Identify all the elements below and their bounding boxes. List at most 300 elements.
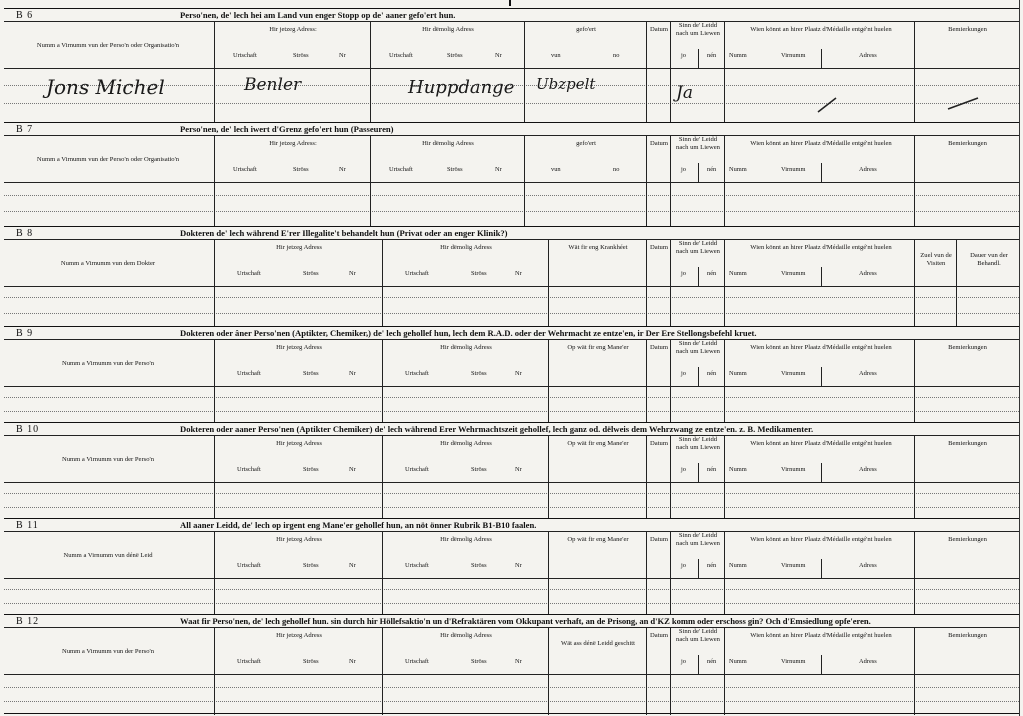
medal-divider bbox=[821, 655, 822, 674]
column-line bbox=[524, 181, 525, 227]
entry-rows bbox=[4, 285, 1019, 327]
current-address-label: Hir jetzeg Adress: bbox=[269, 26, 317, 33]
entry-rows bbox=[4, 577, 1019, 615]
column-line bbox=[646, 577, 647, 615]
no-label: nén bbox=[707, 658, 717, 665]
former-address-label: Hir dëmolig Adress bbox=[440, 344, 492, 351]
medal-label: Wien könnt an hirer Plaatz d'Médaille entgé'nt huelen bbox=[750, 26, 892, 33]
section-b10 bbox=[4, 422, 1019, 518]
alive-cell bbox=[670, 136, 724, 182]
section-header-row bbox=[4, 627, 1019, 675]
medal-name-label: Numm bbox=[729, 562, 747, 569]
section-header-row bbox=[4, 239, 1019, 287]
number-label: Nr bbox=[515, 658, 522, 665]
column-line bbox=[724, 481, 725, 519]
street-label: Ströss bbox=[471, 270, 487, 277]
current-address-label: Hir jetzeg Adress bbox=[276, 344, 322, 351]
former-address-cell bbox=[382, 340, 548, 386]
section-code: B 6 bbox=[16, 10, 34, 21]
current-address-cell bbox=[214, 136, 370, 182]
alive-cell bbox=[670, 240, 724, 286]
medal-firstname-label: Virnumm bbox=[781, 52, 806, 59]
section-title: Dokteren de' lech während E'rer Illegalite't behandelt hun (Privat oder an enger Klinik?) bbox=[180, 228, 508, 238]
medal-cell bbox=[724, 240, 914, 286]
medal-firstname-label: Virnumm bbox=[781, 562, 806, 569]
number-label: Nr bbox=[349, 658, 356, 665]
medal-name-label: Numm bbox=[729, 270, 747, 277]
transported-label: gefo'ert bbox=[576, 140, 596, 147]
column-line bbox=[646, 285, 647, 327]
current-address-cell bbox=[214, 436, 382, 482]
transported-cell bbox=[524, 22, 646, 68]
column-line bbox=[548, 285, 549, 327]
how-cell bbox=[548, 436, 646, 482]
entry-line bbox=[4, 589, 1019, 590]
column-line bbox=[670, 577, 671, 615]
town-label: Urtschaft bbox=[233, 166, 257, 173]
column-line bbox=[914, 181, 915, 227]
entry-line bbox=[4, 687, 1019, 688]
from-label: vun bbox=[551, 52, 561, 59]
remarks-cell bbox=[914, 436, 1019, 482]
no-label: nén bbox=[707, 466, 717, 473]
entry-line bbox=[4, 493, 1019, 494]
how-label: Op wät fir eng Mane'er bbox=[567, 536, 629, 543]
street-label: Ströss bbox=[447, 52, 463, 59]
column-line bbox=[214, 385, 215, 423]
alive-label: Sinn de' Leidd nach um Liewen bbox=[676, 436, 720, 451]
alive-label: Sinn de' Leidd nach um Liewen bbox=[676, 628, 720, 643]
medal-address-label: Adress bbox=[859, 658, 877, 665]
column-line bbox=[914, 285, 915, 327]
form-page bbox=[4, 2, 1019, 714]
former-address-label: Hir dëmolig Adress bbox=[440, 536, 492, 543]
current-address-cell bbox=[214, 628, 382, 674]
column-line bbox=[548, 385, 549, 423]
handwritten-from: Ubzpelt bbox=[536, 75, 596, 93]
column-line bbox=[956, 285, 957, 327]
number-label: Nr bbox=[339, 52, 346, 59]
entry-rows bbox=[4, 67, 1019, 123]
column-line bbox=[214, 181, 215, 227]
date-cell bbox=[646, 22, 670, 68]
medal-address-label: Adress bbox=[859, 466, 877, 473]
column-line bbox=[646, 385, 647, 423]
column-line bbox=[670, 481, 671, 519]
no-label: nén bbox=[707, 166, 717, 173]
name-column-label: Numm a Virnumm vun der Perso'n bbox=[61, 360, 155, 367]
handwritten-slash-mark bbox=[814, 95, 844, 115]
street-label: Ströss bbox=[303, 562, 319, 569]
medal-cell bbox=[724, 340, 914, 386]
medal-firstname-label: Virnumm bbox=[781, 466, 806, 473]
duration-label: Dauer vun der Behandl. bbox=[970, 252, 1008, 267]
column-line bbox=[382, 673, 383, 715]
yes-no-divider bbox=[698, 655, 699, 674]
section-code: B 12 bbox=[16, 616, 40, 627]
town-label: Urtschaft bbox=[405, 370, 429, 377]
date-label: Datum bbox=[650, 140, 668, 147]
column-line bbox=[382, 481, 383, 519]
entry-line bbox=[4, 397, 1019, 398]
column-line bbox=[724, 673, 725, 715]
street-label: Ströss bbox=[471, 658, 487, 665]
alive-label: Sinn de' Leidd nach um Liewen bbox=[676, 136, 720, 151]
column-line bbox=[724, 577, 725, 615]
current-address-cell bbox=[214, 22, 370, 68]
alive-label: Sinn de' Leidd nach um Liewen bbox=[676, 240, 720, 255]
remarks-label: Bemierkungen bbox=[948, 536, 987, 543]
alive-cell bbox=[670, 22, 724, 68]
section-header-row bbox=[4, 339, 1019, 387]
yes-label: jo bbox=[681, 166, 686, 173]
column-line bbox=[214, 673, 215, 715]
visits-label: Zuel vun de Visiten bbox=[920, 252, 952, 267]
former-address-cell bbox=[382, 628, 548, 674]
duration-cell bbox=[956, 240, 1019, 286]
section-title: Perso'nen, de' lech hei am Land vun enger Stopp op de' aaner gefo'ert hun. bbox=[180, 10, 456, 20]
number-label: Nr bbox=[349, 562, 356, 569]
column-line bbox=[548, 481, 549, 519]
medal-address-label: Adress bbox=[859, 370, 877, 377]
entry-line bbox=[4, 701, 1019, 702]
column-line bbox=[548, 673, 549, 715]
illness-cell bbox=[548, 240, 646, 286]
medal-firstname-label: Virnumm bbox=[781, 370, 806, 377]
street-label: Ströss bbox=[293, 166, 309, 173]
column-line bbox=[214, 67, 215, 123]
date-label: Datum bbox=[650, 536, 668, 543]
medal-divider bbox=[821, 49, 822, 68]
remarks-cell bbox=[914, 628, 1019, 674]
section-code: B 8 bbox=[16, 228, 34, 239]
current-address-label: Hir jetzeg Adress bbox=[276, 440, 322, 447]
medal-divider bbox=[821, 163, 822, 182]
town-label: Urtschaft bbox=[237, 562, 261, 569]
right-page-edge bbox=[1019, 0, 1020, 716]
medal-name-label: Numm bbox=[729, 52, 747, 59]
alive-cell bbox=[670, 436, 724, 482]
illness-label: Wät fir eng Krankhéet bbox=[568, 244, 628, 251]
entry-line bbox=[4, 507, 1019, 508]
remarks-label: Bemierkungen bbox=[948, 440, 987, 447]
column-line bbox=[382, 285, 383, 327]
handwritten-name: Jons Michel bbox=[46, 75, 165, 99]
medal-label: Wien könnt an hirer Plaatz d'Médaille entgé'nt huelen bbox=[750, 440, 892, 447]
town-label: Urtschaft bbox=[405, 658, 429, 665]
name-column-label: Numm a Virnumm vun der Perso'n oder Organisatio'n bbox=[36, 42, 180, 49]
number-label: Nr bbox=[515, 370, 522, 377]
town-label: Urtschaft bbox=[237, 466, 261, 473]
former-address-cell bbox=[370, 22, 524, 68]
visits-cell bbox=[914, 240, 956, 286]
number-label: Nr bbox=[515, 466, 522, 473]
current-address-label: Hir jetzeg Adress bbox=[276, 632, 322, 639]
section-title: Dokteren oder aaner Perso'nen (Aptikter Chemiker) de' lech während Erer Wehrmachtszeit gehollef, lech ganz od. dëlweis dem Wehrzwang ze entze'en. z. B. Medikamenter. bbox=[180, 424, 814, 434]
name-column-label: Numm a Virnumm vun dénë Leid bbox=[63, 552, 153, 559]
no-label: nén bbox=[707, 52, 717, 59]
remarks-cell bbox=[914, 340, 1019, 386]
street-label: Ströss bbox=[471, 370, 487, 377]
handwritten-alive: Ja bbox=[676, 83, 693, 103]
current-address-label: Hir jetzeg Adress bbox=[276, 536, 322, 543]
current-address-cell bbox=[214, 532, 382, 578]
town-label: Urtschaft bbox=[237, 370, 261, 377]
remarks-label: Bemierkungen bbox=[948, 344, 987, 351]
number-label: Nr bbox=[515, 562, 522, 569]
street-label: Ströss bbox=[293, 52, 309, 59]
transported-label: gefo'ert bbox=[576, 26, 596, 33]
street-label: Ströss bbox=[471, 466, 487, 473]
name-column-label: Numm a Virnumm vun dem Dokter bbox=[60, 260, 156, 267]
alive-label: Sinn de' Leidd nach um Liewen bbox=[676, 22, 720, 37]
former-address-label: Hir dëmolig Adress bbox=[440, 632, 492, 639]
current-address-cell bbox=[214, 240, 382, 286]
from-label: vun bbox=[551, 166, 561, 173]
alive-label: Sinn de' Leidd nach um Liewen bbox=[676, 340, 720, 355]
former-address-label: Hir dëmolig Adress bbox=[422, 26, 474, 33]
section-header-row bbox=[4, 135, 1019, 183]
number-label: Nr bbox=[349, 270, 356, 277]
town-label: Urtschaft bbox=[405, 562, 429, 569]
what-happened-label: Wät ass dénë Leidd geschitt bbox=[561, 640, 635, 647]
town-label: Urtschaft bbox=[405, 270, 429, 277]
column-line bbox=[646, 181, 647, 227]
number-label: Nr bbox=[495, 166, 502, 173]
to-label: no bbox=[613, 166, 620, 173]
yes-label: jo bbox=[681, 370, 686, 377]
section-b8 bbox=[4, 226, 1019, 326]
current-address-label: Hir jetzeg Adress bbox=[276, 244, 322, 251]
section-code: B 10 bbox=[16, 424, 40, 435]
no-label: nén bbox=[707, 370, 717, 377]
street-label: Ströss bbox=[303, 370, 319, 377]
section-b9 bbox=[4, 326, 1019, 422]
former-address-cell bbox=[382, 436, 548, 482]
column-line bbox=[670, 673, 671, 715]
entry-rows bbox=[4, 481, 1019, 519]
former-address-cell bbox=[382, 532, 548, 578]
current-address-label: Hir jetzeg Adress: bbox=[269, 140, 317, 147]
former-address-cell bbox=[370, 136, 524, 182]
date-cell bbox=[646, 240, 670, 286]
date-label: Datum bbox=[650, 244, 668, 251]
column-line bbox=[914, 673, 915, 715]
yes-label: jo bbox=[681, 658, 686, 665]
yes-no-divider bbox=[698, 463, 699, 482]
alive-cell bbox=[670, 340, 724, 386]
number-label: Nr bbox=[349, 466, 356, 473]
medal-divider bbox=[821, 559, 822, 578]
street-label: Ströss bbox=[303, 658, 319, 665]
yes-no-divider bbox=[698, 367, 699, 386]
column-line bbox=[670, 181, 671, 227]
no-label: nén bbox=[707, 562, 717, 569]
medal-cell bbox=[724, 628, 914, 674]
medal-name-label: Numm bbox=[729, 370, 747, 377]
yes-no-divider bbox=[698, 267, 699, 286]
medal-divider bbox=[821, 267, 822, 286]
column-line bbox=[724, 181, 725, 227]
remarks-label: Bemierkungen bbox=[948, 140, 987, 147]
section-b12 bbox=[4, 614, 1019, 714]
entry-line bbox=[4, 411, 1019, 412]
how-cell bbox=[548, 340, 646, 386]
entry-line bbox=[4, 195, 1019, 196]
column-line bbox=[724, 67, 725, 123]
date-label: Datum bbox=[650, 26, 668, 33]
yes-label: jo bbox=[681, 52, 686, 59]
street-label: Ströss bbox=[303, 466, 319, 473]
town-label: Urtschaft bbox=[389, 52, 413, 59]
entry-rows bbox=[4, 181, 1019, 227]
medal-label: Wien könnt an hirer Plaatz d'Médaille entgé'nt huelen bbox=[750, 244, 892, 251]
column-line bbox=[382, 577, 383, 615]
medal-name-label: Numm bbox=[729, 466, 747, 473]
handwritten-former-town: Huppdange bbox=[408, 77, 515, 98]
alive-cell bbox=[670, 628, 724, 674]
alive-label: Sinn de' Leidd nach um Liewen bbox=[676, 532, 720, 547]
date-cell bbox=[646, 436, 670, 482]
date-label: Datum bbox=[650, 632, 668, 639]
medal-divider bbox=[821, 367, 822, 386]
remarks-cell bbox=[914, 136, 1019, 182]
medal-label: Wien könnt an hirer Plaatz d'Médaille entgé'nt huelen bbox=[750, 632, 892, 639]
how-label: Op wät fir eng Mane'er bbox=[567, 344, 629, 351]
street-label: Ströss bbox=[471, 562, 487, 569]
section-header-row bbox=[4, 21, 1019, 69]
column-line bbox=[646, 481, 647, 519]
yes-label: jo bbox=[681, 466, 686, 473]
medal-label: Wien könnt an hirer Plaatz d'Médaille entgé'nt huelen bbox=[750, 536, 892, 543]
remarks-cell bbox=[914, 532, 1019, 578]
number-label: Nr bbox=[349, 370, 356, 377]
column-line bbox=[670, 67, 671, 123]
yes-no-divider bbox=[698, 49, 699, 68]
yes-label: jo bbox=[681, 562, 686, 569]
date-label: Datum bbox=[650, 344, 668, 351]
town-label: Urtschaft bbox=[237, 270, 261, 277]
number-label: Nr bbox=[515, 270, 522, 277]
medal-cell bbox=[724, 136, 914, 182]
what-happened-cell bbox=[548, 628, 646, 674]
column-line bbox=[214, 481, 215, 519]
how-cell bbox=[548, 532, 646, 578]
section-b11 bbox=[4, 518, 1019, 614]
medal-cell bbox=[724, 532, 914, 578]
medal-firstname-label: Virnumm bbox=[781, 658, 806, 665]
section-b7 bbox=[4, 122, 1019, 226]
yes-no-divider bbox=[698, 163, 699, 182]
date-label: Datum bbox=[650, 440, 668, 447]
town-label: Urtschaft bbox=[233, 52, 257, 59]
date-cell bbox=[646, 532, 670, 578]
street-label: Ströss bbox=[447, 166, 463, 173]
town-label: Urtschaft bbox=[237, 658, 261, 665]
medal-divider bbox=[821, 463, 822, 482]
medal-label: Wien könnt an hirer Plaatz d'Médaille entgé'nt huelen bbox=[750, 140, 892, 147]
medal-address-label: Adress bbox=[859, 562, 877, 569]
how-label: Op wät fir eng Mane'er bbox=[567, 440, 629, 447]
current-address-cell bbox=[214, 340, 382, 386]
medal-name-label: Numm bbox=[729, 658, 747, 665]
town-label: Urtschaft bbox=[405, 466, 429, 473]
section-b6 bbox=[4, 8, 1019, 122]
to-label: no bbox=[613, 52, 620, 59]
medal-address-label: Adress bbox=[859, 270, 877, 277]
alive-cell bbox=[670, 532, 724, 578]
remarks-cell bbox=[914, 22, 1019, 68]
column-line bbox=[548, 577, 549, 615]
column-line bbox=[670, 285, 671, 327]
transported-cell bbox=[524, 136, 646, 182]
medal-firstname-label: Virnumm bbox=[781, 166, 806, 173]
no-label: nén bbox=[707, 270, 717, 277]
section-code: B 11 bbox=[16, 520, 39, 531]
entry-line bbox=[4, 313, 1019, 314]
column-line bbox=[214, 577, 215, 615]
column-line bbox=[724, 285, 725, 327]
section-title: Waat fir Perso'nen, de' lech gehollef hun. sin durch hir Höllefsaktio'n un d'Refraktären vom Okkupant verhaft, an de Prisong, an d'KZ komm oder erschoss gin? Och d'Emsiedlung opfe'eren. bbox=[180, 616, 871, 626]
entry-line bbox=[4, 297, 1019, 298]
name-column-label: Numm a Virnumm vun der Perso'n bbox=[61, 648, 155, 655]
number-label: Nr bbox=[495, 52, 502, 59]
remarks-label: Bemierkungen bbox=[948, 632, 987, 639]
date-cell bbox=[646, 628, 670, 674]
entry-line bbox=[4, 603, 1019, 604]
medal-label: Wien könnt an hirer Plaatz d'Médaille entgé'nt huelen bbox=[750, 344, 892, 351]
column-line bbox=[646, 673, 647, 715]
section-header-row bbox=[4, 435, 1019, 483]
column-line bbox=[724, 385, 725, 423]
section-header-row bbox=[4, 531, 1019, 579]
entry-rows bbox=[4, 673, 1019, 715]
medal-address-label: Adress bbox=[859, 166, 877, 173]
column-line bbox=[370, 67, 371, 123]
number-label: Nr bbox=[339, 166, 346, 173]
date-cell bbox=[646, 340, 670, 386]
former-address-label: Hir dëmolig Adress bbox=[422, 140, 474, 147]
name-column-label: Numm a Virnumm vun der Perso'n oder Organisatio'n bbox=[36, 156, 180, 163]
date-cell bbox=[646, 136, 670, 182]
former-address-label: Hir dëmolig Adress bbox=[440, 244, 492, 251]
column-line bbox=[914, 385, 915, 423]
column-line bbox=[914, 577, 915, 615]
section-code: B 9 bbox=[16, 328, 34, 339]
column-line bbox=[382, 385, 383, 423]
medal-firstname-label: Virnumm bbox=[781, 270, 806, 277]
remarks-label: Bemierkungen bbox=[948, 26, 987, 33]
section-title: Perso'nen, de' lech iwert d'Grenz gefo'ert hun (Passeuren) bbox=[180, 124, 394, 134]
name-column-label: Numm a Virnumm vun der Perso'n bbox=[61, 456, 155, 463]
column-line bbox=[646, 67, 647, 123]
medal-name-label: Numm bbox=[729, 166, 747, 173]
section-title: Dokteren oder âner Perso'nen (Aptikter, Chemiker,) de' lech gehollef hun, lech dem R.A.D. oder der Wehrmacht ze entze'en, ir Der Ere Stellongsbefehl kruet. bbox=[180, 328, 757, 338]
street-label: Ströss bbox=[303, 270, 319, 277]
column-line bbox=[370, 181, 371, 227]
yes-no-divider bbox=[698, 559, 699, 578]
medal-cell bbox=[724, 22, 914, 68]
town-label: Urtschaft bbox=[389, 166, 413, 173]
entry-line bbox=[4, 103, 1019, 104]
entry-line bbox=[4, 211, 1019, 212]
column-line bbox=[524, 67, 525, 123]
column-line bbox=[670, 385, 671, 423]
column-line bbox=[914, 481, 915, 519]
handwritten-slash-mark bbox=[944, 93, 984, 113]
medal-cell bbox=[724, 436, 914, 482]
section-title: All aaner Leidd, de' lech op irgent eng Mane'er gehollef hun, an nöt önner Rubrik B1-B10 faalen. bbox=[180, 520, 537, 530]
